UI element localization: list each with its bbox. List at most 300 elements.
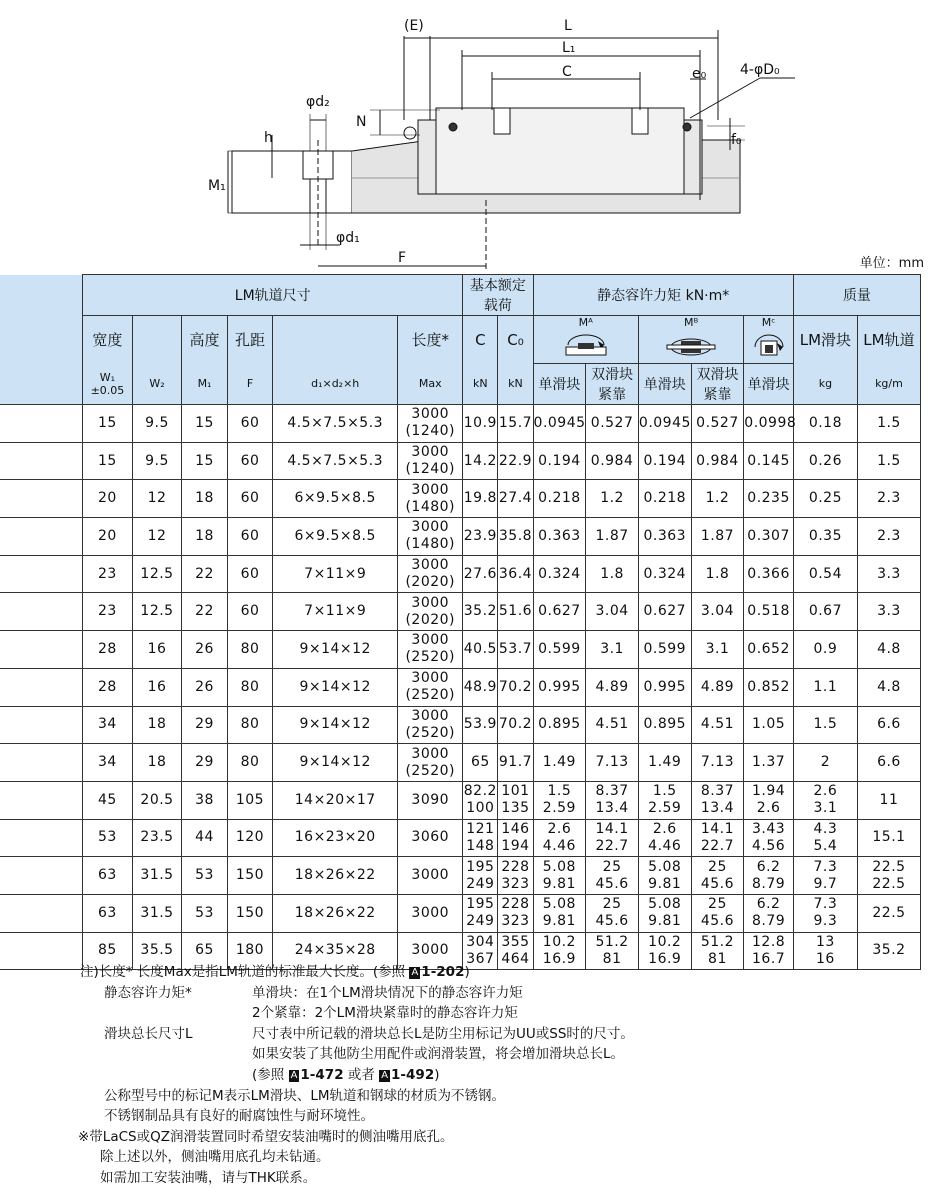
cell-dims: 7×11×9 — [273, 555, 398, 593]
cell-width-w2: 20.5 — [132, 781, 182, 819]
table-row — [0, 706, 921, 744]
cell-width-w2: 31.5 — [132, 857, 182, 895]
sub-kn-c: kN — [463, 364, 498, 405]
cell-rail-mass: 6.6 — [857, 744, 920, 782]
cell-length: 3000 (2020) — [398, 555, 463, 593]
cell-dims: 18×26×22 — [273, 894, 398, 932]
label-d2: φd₂ — [306, 94, 330, 110]
sub-w1: W₁ ±0.05 — [83, 364, 133, 405]
sub-mc-single: 单滑块 — [744, 364, 794, 405]
cell-ma-double: 1.8 — [586, 555, 639, 593]
cell-ma-single: 0.194 — [533, 442, 586, 480]
cell-width-w1: 34 — [83, 706, 133, 744]
head-width: 宽度 — [83, 316, 133, 364]
cell-block-mass: 0.25 — [793, 480, 857, 518]
cell-block-mass: 0.67 — [793, 593, 857, 631]
group-mass: 质量 — [793, 275, 920, 316]
cell-mb-single: 5.08 9.81 — [638, 857, 691, 895]
cell-c: 48.9 — [463, 668, 498, 706]
cell-pitch-f: 150 — [227, 857, 272, 895]
cell-width-w2: 18 — [132, 744, 182, 782]
cell-mc-single: 0.852 — [744, 668, 794, 706]
cell-ma-single: 2.6 4.46 — [533, 819, 586, 857]
sub-mb-single: 单滑块 — [638, 364, 691, 405]
cell-mc-single: 0.307 — [744, 518, 794, 556]
cell-c0: 355 464 — [498, 932, 533, 970]
cell-ma-single: 0.363 — [533, 518, 586, 556]
cell-width-w2: 12 — [132, 480, 182, 518]
cell-ma-double: 25 45.6 — [586, 857, 639, 895]
row-spacer — [0, 857, 83, 895]
table-row — [0, 518, 921, 556]
cell-mc-single: 1.37 — [744, 744, 794, 782]
label-c: C — [562, 64, 572, 80]
cell-c0: 36.4 — [498, 555, 533, 593]
cell-width-w2: 12.5 — [132, 593, 182, 631]
sub-m1: M₁ — [182, 364, 227, 405]
cell-c: 304 367 — [463, 932, 498, 970]
cell-width-w1: 20 — [83, 518, 133, 556]
cell-mb-double: 4.89 — [691, 668, 744, 706]
cell-dims: 4.5×7.5×5.3 — [273, 405, 398, 443]
cell-height-m1: 22 — [182, 593, 227, 631]
cell-ma-single: 10.2 16.9 — [533, 932, 586, 970]
cell-mc-single: 0.145 — [744, 442, 794, 480]
cell-c: 35.2 — [463, 593, 498, 631]
cell-mc-single: 12.8 16.7 — [744, 932, 794, 970]
cell-length: 3000 — [398, 932, 463, 970]
sub-ma-single: 单滑块 — [533, 364, 586, 405]
row-spacer — [0, 442, 83, 480]
cell-ma-single: 0.599 — [533, 631, 586, 669]
label-n: N — [356, 114, 367, 130]
cell-rail-mass: 2.3 — [857, 518, 920, 556]
cell-ma-double: 25 45.6 — [586, 894, 639, 932]
cell-height-m1: 53 — [182, 857, 227, 895]
cell-length: 3000 (2520) — [398, 744, 463, 782]
cell-mb-single: 0.218 — [638, 480, 691, 518]
cell-width-w1: 45 — [83, 781, 133, 819]
cell-rail-mass: 3.3 — [857, 555, 920, 593]
label-e: (E) — [404, 18, 424, 34]
cell-mc-single: 6.2 8.79 — [744, 894, 794, 932]
cell-length: 3000 (2520) — [398, 668, 463, 706]
table-row — [0, 857, 921, 895]
cell-ma-double: 4.51 — [586, 706, 639, 744]
cell-width-w1: 28 — [83, 631, 133, 669]
table-row — [0, 405, 921, 443]
cell-rail-mass: 22.5 22.5 — [857, 857, 920, 895]
cell-c0: 70.2 — [498, 706, 533, 744]
row-spacer — [0, 555, 83, 593]
cell-rail-mass: 3.3 — [857, 593, 920, 631]
cell-rail-mass: 4.8 — [857, 668, 920, 706]
cell-block-mass: 2.6 3.1 — [793, 781, 857, 819]
cell-dims: 14×20×17 — [273, 781, 398, 819]
cell-rail-mass: 6.6 — [857, 706, 920, 744]
note-block-length-2: 如果安装了其他防尘用配件或润滑装置，将会增加滑块总长L。 — [252, 1046, 625, 1063]
table-row — [0, 744, 921, 782]
cell-height-m1: 18 — [182, 518, 227, 556]
cell-c: 14.2 — [463, 442, 498, 480]
cell-length: 3000 — [398, 894, 463, 932]
cell-width-w2: 12 — [132, 518, 182, 556]
sub-kg: kg — [793, 364, 857, 405]
cell-ma-single: 0.324 — [533, 555, 586, 593]
cell-dims: 16×23×20 — [273, 819, 398, 857]
cell-height-m1: 15 — [182, 405, 227, 443]
cell-dims: 9×14×12 — [273, 744, 398, 782]
sub-dims: d₁×d₂×h — [273, 364, 398, 405]
cell-length: 3060 — [398, 819, 463, 857]
cell-length: 3000 — [398, 857, 463, 895]
cell-mb-single: 1.49 — [638, 744, 691, 782]
head-mb — [638, 316, 743, 364]
mb-label: Mᴮ — [683, 316, 699, 329]
cell-c: 195 249 — [463, 857, 498, 895]
note-length: 注)长度* 长度Max是指LM轨道的标准最大长度。(参照 A 1-202) — [80, 964, 470, 980]
cell-dims: 24×35×28 — [273, 932, 398, 970]
cell-pitch-f: 60 — [227, 555, 272, 593]
cell-length: 3000 (2020) — [398, 593, 463, 631]
cell-height-m1: 29 — [182, 706, 227, 744]
cell-mc-single: 0.0998 — [744, 405, 794, 443]
cell-ma-single: 0.0945 — [533, 405, 586, 443]
row-spacer — [0, 518, 83, 556]
cell-c0: 35.8 — [498, 518, 533, 556]
cell-ma-double: 0.984 — [586, 442, 639, 480]
mc-label: Mᶜ — [761, 316, 776, 329]
cell-ma-double: 1.87 — [586, 518, 639, 556]
cell-ma-single: 1.49 — [533, 744, 586, 782]
label-h: h — [264, 130, 273, 146]
cell-block-mass: 0.26 — [793, 442, 857, 480]
cell-ma-double: 1.2 — [586, 480, 639, 518]
cell-rail-mass: 15.1 — [857, 819, 920, 857]
cell-mc-single: 3.43 4.56 — [744, 819, 794, 857]
note-material: 公称型号中的标记M表示LM滑块、LM轨道和钢球的材质为不锈钢。 — [104, 1087, 505, 1104]
cell-mb-double: 25 45.6 — [691, 894, 744, 932]
cell-mb-double: 8.37 13.4 — [691, 781, 744, 819]
cell-pitch-f: 150 — [227, 894, 272, 932]
cell-c: 10.9 — [463, 405, 498, 443]
spec-table — [0, 274, 921, 970]
cell-height-m1: 38 — [182, 781, 227, 819]
cell-pitch-f: 80 — [227, 668, 272, 706]
cell-ma-single: 0.895 — [533, 706, 586, 744]
cell-height-m1: 65 — [182, 932, 227, 970]
cell-block-mass: 13 16 — [793, 932, 857, 970]
cell-dims: 18×26×22 — [273, 857, 398, 895]
cell-ma-double: 7.13 — [586, 744, 639, 782]
label-f0: f₀ — [731, 132, 742, 148]
sub-mb-double: 双滑块紧靠 — [691, 364, 744, 405]
cell-mb-double: 7.13 — [691, 744, 744, 782]
row-spacer — [0, 819, 83, 857]
cell-block-mass: 4.3 5.4 — [793, 819, 857, 857]
cell-length: 3090 — [398, 781, 463, 819]
cell-mb-double: 0.527 — [691, 405, 744, 443]
cell-length: 3000 (1480) — [398, 518, 463, 556]
row-spacer — [0, 593, 83, 631]
note-ref: (参照 A 1-472 或者 A 1-492) — [252, 1066, 440, 1083]
head-c: C — [463, 316, 498, 364]
head-rail-mass: LM轨道 — [857, 316, 920, 364]
cell-block-mass: 0.18 — [793, 405, 857, 443]
cell-mb-single: 0.895 — [638, 706, 691, 744]
cell-pitch-f: 60 — [227, 442, 272, 480]
cell-mc-single: 0.235 — [744, 480, 794, 518]
cell-width-w1: 63 — [83, 894, 133, 932]
head-length: 长度* — [398, 316, 463, 364]
cell-width-w2: 18 — [132, 706, 182, 744]
cell-mc-single: 1.05 — [744, 706, 794, 744]
table-row — [0, 480, 921, 518]
cell-block-mass: 2 — [793, 744, 857, 782]
cell-mb-double: 1.87 — [691, 518, 744, 556]
cell-pitch-f: 180 — [227, 932, 272, 970]
note-stainless: 不锈钢制品具有良好的耐腐蚀性与耐环境性。 — [104, 1108, 374, 1125]
cell-mc-single: 1.94 2.6 — [744, 781, 794, 819]
cell-c: 40.5 — [463, 631, 498, 669]
cell-pitch-f: 80 — [227, 706, 272, 744]
cell-mb-single: 10.2 16.9 — [638, 932, 691, 970]
sub-max: Max — [398, 364, 463, 405]
head-ma — [533, 316, 638, 364]
cross-section-drawing — [0, 0, 930, 272]
cell-height-m1: 29 — [182, 744, 227, 782]
cell-c0: 27.4 — [498, 480, 533, 518]
cell-width-w2: 23.5 — [132, 819, 182, 857]
cell-width-w1: 15 — [83, 442, 133, 480]
unit-label: 单位：mm — [859, 256, 924, 271]
cell-mb-single: 1.5 2.59 — [638, 781, 691, 819]
cell-c0: 15.7 — [498, 405, 533, 443]
cell-rail-mass: 35.2 — [857, 932, 920, 970]
cell-c: 23.9 — [463, 518, 498, 556]
cell-dims: 9×14×12 — [273, 668, 398, 706]
cell-mb-single: 2.6 4.46 — [638, 819, 691, 857]
note-lacs: ※带LaCS或QZ润滑装置同时希望安装油嘴时的侧油嘴用底孔。 — [78, 1128, 454, 1145]
cell-rail-mass: 11 — [857, 781, 920, 819]
cell-mb-single: 0.363 — [638, 518, 691, 556]
cell-c0: 228 323 — [498, 894, 533, 932]
cell-ma-double: 14.1 22.7 — [586, 819, 639, 857]
cell-rail-mass: 1.5 — [857, 405, 920, 443]
cell-rail-mass: 2.3 — [857, 480, 920, 518]
sub-f: F — [227, 364, 272, 405]
cell-height-m1: 18 — [182, 480, 227, 518]
cell-block-mass: 7.3 9.7 — [793, 857, 857, 895]
cell-c: 27.6 — [463, 555, 498, 593]
label-m1: M₁ — [208, 178, 226, 194]
cell-rail-mass: 1.5 — [857, 442, 920, 480]
cell-mb-double: 14.1 22.7 — [691, 819, 744, 857]
label-f: F — [398, 250, 407, 266]
cell-rail-mass: 22.5 — [857, 894, 920, 932]
row-spacer — [0, 744, 83, 782]
table-row — [0, 819, 921, 857]
cell-ma-double: 4.89 — [586, 668, 639, 706]
note-hole: 除上述以外，侧油嘴用底孔均未钻通。 — [100, 1149, 330, 1166]
cell-block-mass: 0.35 — [793, 518, 857, 556]
cell-width-w2: 16 — [132, 631, 182, 669]
table-row — [0, 555, 921, 593]
mc-diagram-icon — [749, 329, 789, 359]
blank-corner — [0, 275, 83, 405]
label-d0: 4-φD₀ — [740, 62, 780, 78]
note-block-length: 滑块总长尺寸L 尺寸表中所记载的滑块总长L是防尘用标记为UU或SS时的尺寸。 — [104, 1025, 634, 1042]
cell-mc-single: 0.518 — [744, 593, 794, 631]
cell-ma-double: 3.04 — [586, 593, 639, 631]
cell-width-w2: 9.5 — [132, 442, 182, 480]
cell-c0: 53.7 — [498, 631, 533, 669]
group-moment: 静态容许力矩 kN·m* — [533, 275, 793, 316]
label-d1: φd₁ — [336, 230, 360, 246]
cell-ma-single: 5.08 9.81 — [533, 857, 586, 895]
group-load: 基本额定载荷 — [463, 275, 533, 316]
row-spacer — [0, 894, 83, 932]
cell-dims: 4.5×7.5×5.3 — [273, 442, 398, 480]
cell-c0: 228 323 — [498, 857, 533, 895]
cell-pitch-f: 60 — [227, 405, 272, 443]
cell-width-w1: 23 — [83, 555, 133, 593]
head-pitch: 孔距 — [227, 316, 272, 364]
cell-pitch-f: 60 — [227, 593, 272, 631]
cell-c: 19.8 — [463, 480, 498, 518]
cell-pitch-f: 80 — [227, 631, 272, 669]
cell-pitch-f: 60 — [227, 480, 272, 518]
grease-nipple — [404, 127, 416, 139]
ma-label: Mᴬ — [578, 316, 593, 329]
cell-ma-double: 0.527 — [586, 405, 639, 443]
group-rail: LM轨道尺寸 — [83, 275, 463, 316]
cell-c0: 22.9 — [498, 442, 533, 480]
cell-mb-single: 5.08 9.81 — [638, 894, 691, 932]
row-spacer — [0, 668, 83, 706]
cell-block-mass: 7.3 9.3 — [793, 894, 857, 932]
footnotes — [80, 962, 920, 1189]
row-spacer — [0, 480, 83, 518]
cell-width-w1: 23 — [83, 593, 133, 631]
cell-mc-single: 0.366 — [744, 555, 794, 593]
sub-ma-double: 双滑块紧靠 — [586, 364, 639, 405]
cell-width-w1: 20 — [83, 480, 133, 518]
cell-mb-double: 0.984 — [691, 442, 744, 480]
cell-height-m1: 44 — [182, 819, 227, 857]
note-moment: 静态容许力矩* 单滑块：在1个LM滑块情况下的静态容许力矩 — [104, 984, 523, 1001]
cell-block-mass: 0.9 — [793, 631, 857, 669]
table-row — [0, 894, 921, 932]
cell-mb-double: 3.1 — [691, 631, 744, 669]
row-spacer — [0, 706, 83, 744]
table-row — [0, 442, 921, 480]
cell-c0: 101 135 — [498, 781, 533, 819]
cell-dims: 6×9.5×8.5 — [273, 518, 398, 556]
head-height: 高度 — [182, 316, 227, 364]
head-mc — [744, 316, 794, 364]
cell-ma-double: 8.37 13.4 — [586, 781, 639, 819]
row-spacer — [0, 405, 83, 443]
cell-dims: 7×11×9 — [273, 593, 398, 631]
cell-width-w2: 35.5 — [132, 932, 182, 970]
row-spacer — [0, 631, 83, 669]
cell-mb-single: 0.324 — [638, 555, 691, 593]
cell-c: 121 148 — [463, 819, 498, 857]
cell-height-m1: 15 — [182, 442, 227, 480]
cell-mb-single: 0.0945 — [638, 405, 691, 443]
cell-width-w1: 63 — [83, 857, 133, 895]
cell-mb-double: 25 45.6 — [691, 857, 744, 895]
cell-mb-single: 0.194 — [638, 442, 691, 480]
cell-width-w2: 12.5 — [132, 555, 182, 593]
cell-length: 3000 (2520) — [398, 631, 463, 669]
cell-mb-double: 1.8 — [691, 555, 744, 593]
cell-c: 82.2 100 — [463, 781, 498, 819]
cell-width-w1: 28 — [83, 668, 133, 706]
cell-block-mass: 0.54 — [793, 555, 857, 593]
sub-w2: W₂ — [132, 364, 182, 405]
cell-height-m1: 22 — [182, 555, 227, 593]
cell-dims: 9×14×12 — [273, 631, 398, 669]
cell-c: 195 249 — [463, 894, 498, 932]
cell-height-m1: 53 — [182, 894, 227, 932]
table-row — [0, 668, 921, 706]
cell-length: 3000 (1480) — [398, 480, 463, 518]
cell-ma-single: 1.5 2.59 — [533, 781, 586, 819]
cell-height-m1: 26 — [182, 631, 227, 669]
cell-ma-single: 0.218 — [533, 480, 586, 518]
cell-mb-double: 51.2 81 — [691, 932, 744, 970]
label-l: L — [564, 18, 572, 34]
cell-width-w2: 31.5 — [132, 894, 182, 932]
cell-ma-double: 51.2 81 — [586, 932, 639, 970]
cell-dims: 6×9.5×8.5 — [273, 480, 398, 518]
cell-c0: 91.7 — [498, 744, 533, 782]
cell-mb-single: 0.627 — [638, 593, 691, 631]
cell-pitch-f: 80 — [227, 744, 272, 782]
cell-width-w2: 16 — [132, 668, 182, 706]
cell-rail-mass: 4.8 — [857, 631, 920, 669]
cell-pitch-f: 60 — [227, 518, 272, 556]
cell-width-w1: 53 — [83, 819, 133, 857]
label-e0: e₀ — [692, 66, 707, 82]
note-moment-2: 2个紧靠：2个LM滑块紧靠时的静态容许力矩 — [252, 1005, 518, 1022]
cell-mb-double: 4.51 — [691, 706, 744, 744]
cell-width-w1: 15 — [83, 405, 133, 443]
cell-pitch-f: 105 — [227, 781, 272, 819]
rail-end-view — [232, 151, 352, 213]
cell-ma-single: 0.995 — [533, 668, 586, 706]
ma-diagram-icon — [558, 329, 614, 359]
cell-block-mass: 1.1 — [793, 668, 857, 706]
cell-pitch-f: 120 — [227, 819, 272, 857]
cell-mc-single: 6.2 8.79 — [744, 857, 794, 895]
mb-diagram-icon — [663, 329, 719, 359]
cell-length: 3000 (2520) — [398, 706, 463, 744]
cell-c0: 70.2 — [498, 668, 533, 706]
cell-c: 53.9 — [463, 706, 498, 744]
sub-kn-c0: kN — [498, 364, 533, 405]
cell-width-w2: 9.5 — [132, 405, 182, 443]
label-l1: L₁ — [562, 40, 576, 56]
note-contact: 如需加工安装油嘴，请与THK联系。 — [100, 1169, 317, 1186]
cell-width-w1: 34 — [83, 744, 133, 782]
cell-mb-double: 1.2 — [691, 480, 744, 518]
cell-length: 3000 (1240) — [398, 405, 463, 443]
head-block-mass: LM滑块 — [793, 316, 857, 364]
cell-ma-double: 3.1 — [586, 631, 639, 669]
